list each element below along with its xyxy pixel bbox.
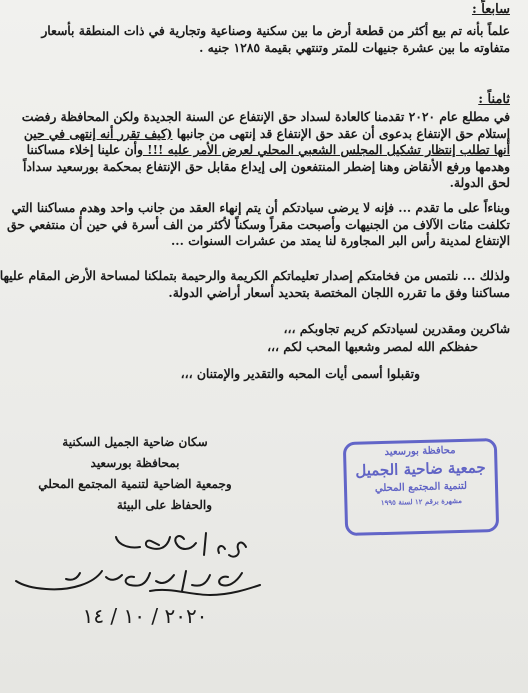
section-eight-line-3 bbox=[5, 142, 510, 159]
section-eight bbox=[5, 92, 510, 192]
request-line-2: مساكننا وفق ما تقرره اللجان المختصة بتحديد أسعار أراضي الدولة. bbox=[168, 284, 510, 300]
section-seven-line-1: علماً بأنه تم بيع أكثر من قطعة أرض ما بين سكنية وصناعية وتجارية في ذات المنطقة بأسعار bbox=[41, 23, 510, 38]
stamp-line-1: محافظة بورسعيد bbox=[384, 445, 456, 458]
closing-line-2-block bbox=[5, 339, 478, 356]
closing-line-3-block bbox=[20, 366, 420, 383]
organization-stamp bbox=[343, 438, 499, 536]
section-eight-line-3-tail: وأن علينا إخلاء مساكننا bbox=[26, 142, 143, 157]
signature-line-3: وجمعية الضاحية لتنمية المجتمع المحلي bbox=[38, 477, 232, 491]
section-eight-line-3-underlined: أنها تطلب إنتظار تشكيل المجلس الشعبي المحلي لعرض الأمر عليه !!! bbox=[142, 142, 510, 157]
signature-block bbox=[20, 432, 250, 516]
section-eight-line-2-text: إستلام حق الإنتفاع بدعوى أن عقد حق الإنتفاع قد إنتهى من جانبها bbox=[172, 125, 510, 141]
request-paragraph bbox=[0, 268, 510, 301]
conclusion-paragraph bbox=[5, 200, 510, 250]
handwritten-signature bbox=[10, 525, 280, 635]
stamp-line-4: مشهرة برقم ١٢ لسنة ١٩٩٥ bbox=[380, 495, 463, 508]
signature-line-4: والحفاظ على البيئة bbox=[116, 498, 212, 512]
signature-line-1: سكان ضاحية الجميل السكنية bbox=[62, 435, 208, 449]
section-eight-line-4: وهدمها ورفع الأنقاض وهنا إضطر المنتفعون إلى إيداع مقابل حق الإنتفاع بمحكمة بورسعيد سداداً bbox=[23, 158, 510, 174]
request-line-1: ولذلك ... نلتمس من فخامتكم إصدار تعليماتكم الكريمة والرحيمة بتملكنا لمساحة الأرض المقام عليها bbox=[0, 268, 510, 283]
section-eight-line-5: لحق الدولة. bbox=[449, 175, 510, 190]
section-eight-line-1: في مطلع عام ٢٠٢٠ تقدمنا كالعادة لسداد حق الإنتفاع عن السنة الجديدة ولكن المحافظة رفضت bbox=[21, 109, 510, 124]
section-seven-line-2: متفاوته ما بين عشرة جنيهات للمتر وتنتهي بقيمة ١٢٨٥ جنيه . bbox=[199, 39, 510, 55]
signature-line-2: بمحافظة بورسعيد bbox=[90, 456, 180, 470]
section-seven bbox=[5, 2, 510, 56]
closing-line-1: شاكرين ومقدرين لسيادتكم كريم تجاوبكم ،،، bbox=[283, 321, 510, 336]
closing-line-1-block bbox=[5, 321, 510, 338]
section-eight-line-2 bbox=[5, 126, 510, 143]
section-eight-heading: ثامناً : bbox=[478, 92, 510, 107]
conclusion-line-1: وبناءاً على ما تقدم ... فإنه لا يرضى سيادتكم أن يتم إنهاء العقد من جانب واحد وهدم مساكننا التي bbox=[11, 200, 510, 215]
stamp-line-3: لتنمية المجتمع المحلي bbox=[374, 480, 468, 495]
stamp-line-2: جمعية ضاحية الجميل bbox=[355, 458, 486, 480]
section-seven-heading: سابعاً : bbox=[471, 2, 510, 17]
signature-date: ٢٠٢٠ / ١٠ / ١٤ bbox=[82, 604, 208, 628]
section-eight-line-2-underlined: (كيف تقرر أنه إنتهى في حين bbox=[23, 125, 173, 141]
closing-line-3: وتقبلوا أسمى أيات المحبه والتقدير والإمتنان ،،، bbox=[180, 366, 420, 381]
conclusion-line-2: تكلفت مئات الآلاف من الجنيهات وأصبحت مقراً وسكناً لأكثر من الف أسرة في حين أن منتفعي حق bbox=[6, 216, 510, 232]
conclusion-line-3: الإنتفاع لمدينة رأس البر المجاورة لنا يمتد من عشرات السنوات ... bbox=[171, 233, 510, 248]
closing-line-2: حفظكم الله لمصر وشعبها المحب لكم ،،، bbox=[267, 339, 478, 354]
